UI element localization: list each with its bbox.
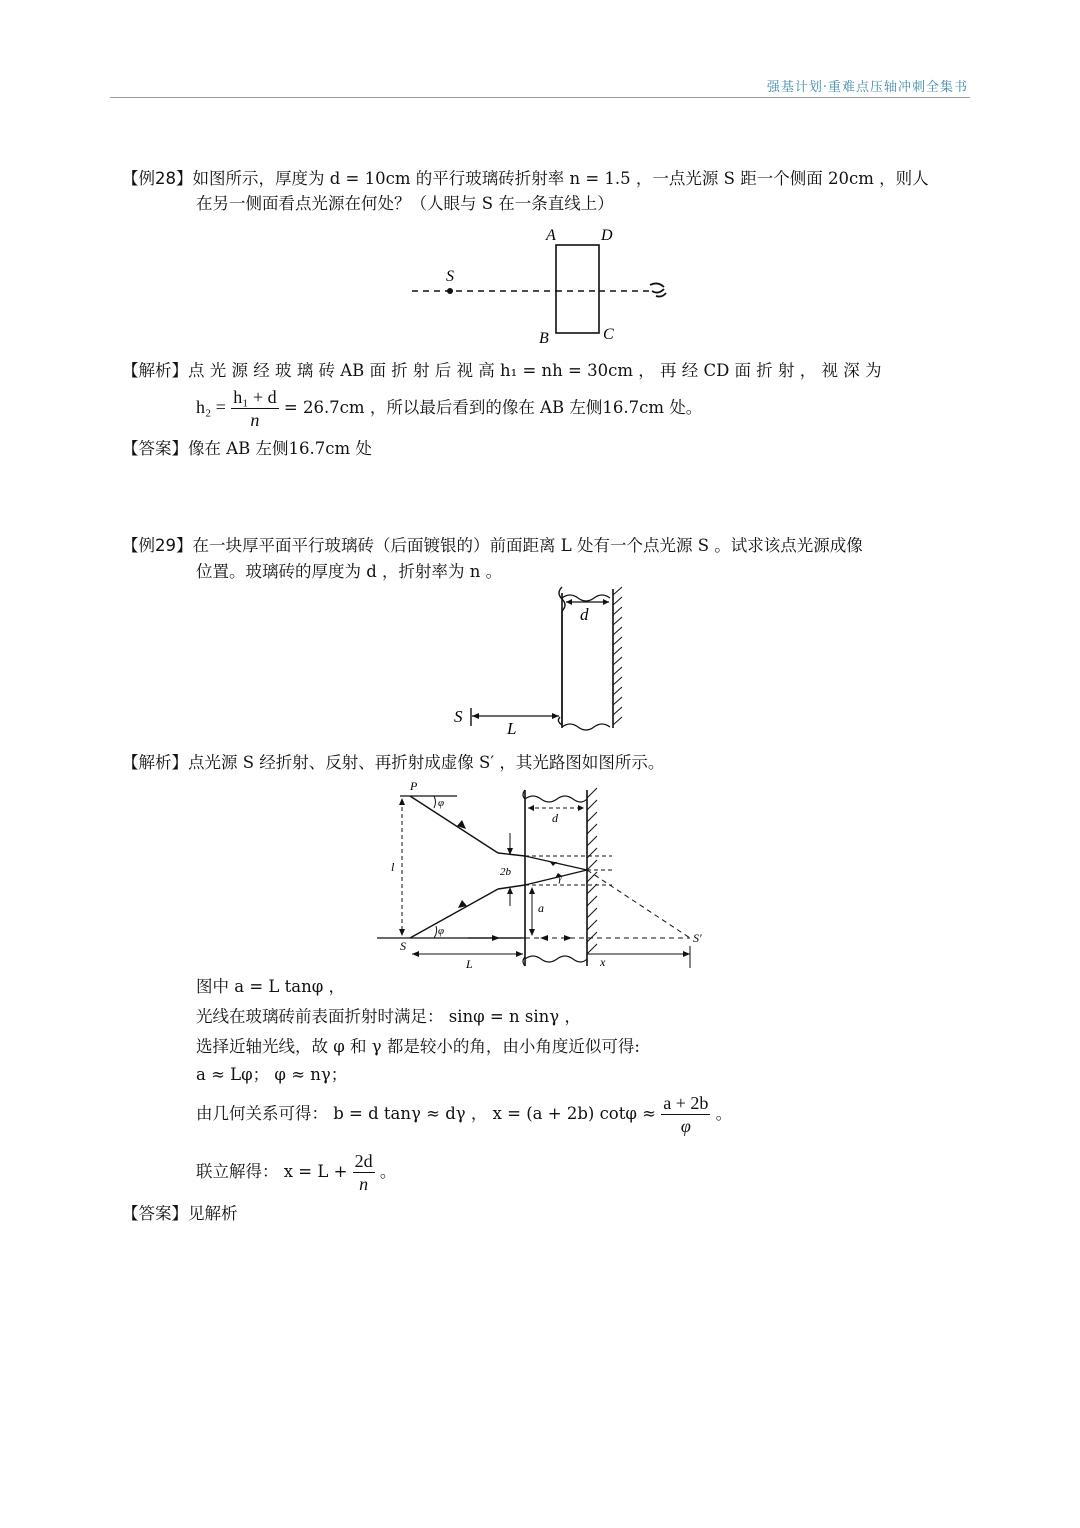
fraction-numerator: h₁ + d [233,387,277,407]
label-P: P [410,779,418,793]
formula-h2-suffix: = 26.7cm ，所以最后看到的像在 AB 左侧16.7cm 处。 [283,398,703,417]
figure-ray-diagram [372,778,712,974]
example-29-label: 【例29】 [122,536,193,555]
fraction-denominator: n [359,1174,369,1194]
figure-glass-slab [400,222,690,347]
point-source-dot [447,288,453,294]
example-28-answer [122,437,372,461]
example-28-analysis-line1 [122,359,882,383]
label-S: S [454,707,463,726]
label-phi-bottom: φ [438,925,445,937]
example-28-analysis-line2 [196,386,702,431]
label-d: d [580,605,589,624]
label-S: S [446,268,454,285]
answer-label: 【答案】 [122,1204,188,1223]
formula-h2-prefix: h₂ = [196,397,226,417]
label-D: D [601,227,613,244]
equation-line-6 [196,1150,396,1195]
fraction-a-plus-2b-over-phi [661,1092,710,1137]
answer-text: 见解析 [188,1204,238,1223]
fraction-numerator: a + 2b [663,1093,709,1113]
equation-line-4: a ≈ Lφ； φ ≈ nγ； [196,1065,348,1084]
analysis-text: 点光源 S 经折射、反射、再折射成虚像 S′ ，其光路图如图所示。 [188,753,665,772]
example-28-line2: 在另一侧面看点光源在何处？（人眼与 S 在一条直线上） [196,194,614,213]
label-l: l [391,860,395,874]
equation-line-5 [196,1092,732,1137]
answer-text: 像在 AB 左侧16.7cm 处 [188,439,372,458]
label-A: A [546,227,556,244]
fraction-numerator: 2d [354,1151,373,1171]
example-29-question [122,534,863,558]
equation-5-suffix: 。 [715,1104,733,1123]
figure-silvered-slab [450,585,640,735]
label-x: x [600,955,606,969]
example-29-line1: 在一块厚平面平行玻璃砖（后面镀银的）前面距离 L 处有一个点光源 S 。试求该点光源成像 [192,536,863,555]
equation-5-prefix: 由几何关系可得： b = d tanγ ≈ dγ ， x = (a + 2b) cotφ ≈ [196,1104,656,1123]
outgoing-ray [410,796,498,853]
equation-line-3: 选择近轴光线，故 φ 和 γ 都是较小的角，由小角度近似可得: [196,1037,640,1056]
analysis-label: 【解析】 [122,753,188,772]
example-28-question [122,167,929,191]
label-d: d [552,811,558,825]
label-phi-top: φ [438,797,445,809]
fraction-h1-plus-d-over-n [231,386,278,431]
running-header: 强基计划·重难点压轴冲刺全集书 [766,80,968,95]
equation-6-prefix: 联立解得： x = L + [196,1162,348,1181]
label-a: a [538,901,544,915]
label-gamma: γ [558,873,562,884]
example-29-answer [122,1202,238,1226]
answer-label: 【答案】 [122,439,188,458]
label-C: C [603,326,614,343]
header-divider [110,97,970,98]
example-29-line2: 位置。玻璃砖的厚度为 d ，折射率为 n 。 [196,562,503,581]
fraction-denominator: φ [680,1116,691,1136]
label-L: L [507,719,517,735]
analysis-text: 点 光 源 经 玻 璃 砖 AB 面 折 射 后 视 高 h₁ = nh = 30cm ， 再 经 CD 面 折 射 ， 视 深 为 [188,361,882,380]
equation-line-2: 光线在玻璃砖前表面折射时满足： sinφ = n sinγ ， [196,1007,581,1026]
example-28-label: 【例28】 [122,169,193,188]
fraction-2d-over-n [353,1150,375,1195]
fraction-denominator: n [250,410,260,430]
label-B: B [539,330,549,347]
silver-hatching [613,587,622,725]
label-S: S [400,939,406,953]
analysis-label: 【解析】 [122,361,188,380]
incident-ray [410,889,498,938]
label-L: L [466,957,473,971]
example-29-analysis-intro [122,751,664,775]
glass-slab-rect [556,245,599,333]
eye-icon [650,283,666,296]
equation-6-suffix: 。 [379,1162,397,1181]
example-28-line1: 如图所示，厚度为 d = 10cm 的平行玻璃砖折射率 n = 1.5 ，一点光源 S 距一个侧面 20cm ，则人 [192,169,929,188]
label-S-prime: S′ [693,931,702,945]
label-2b: 2b [500,866,511,878]
equation-line-1: 图中 a = L tanφ ， [196,977,345,996]
